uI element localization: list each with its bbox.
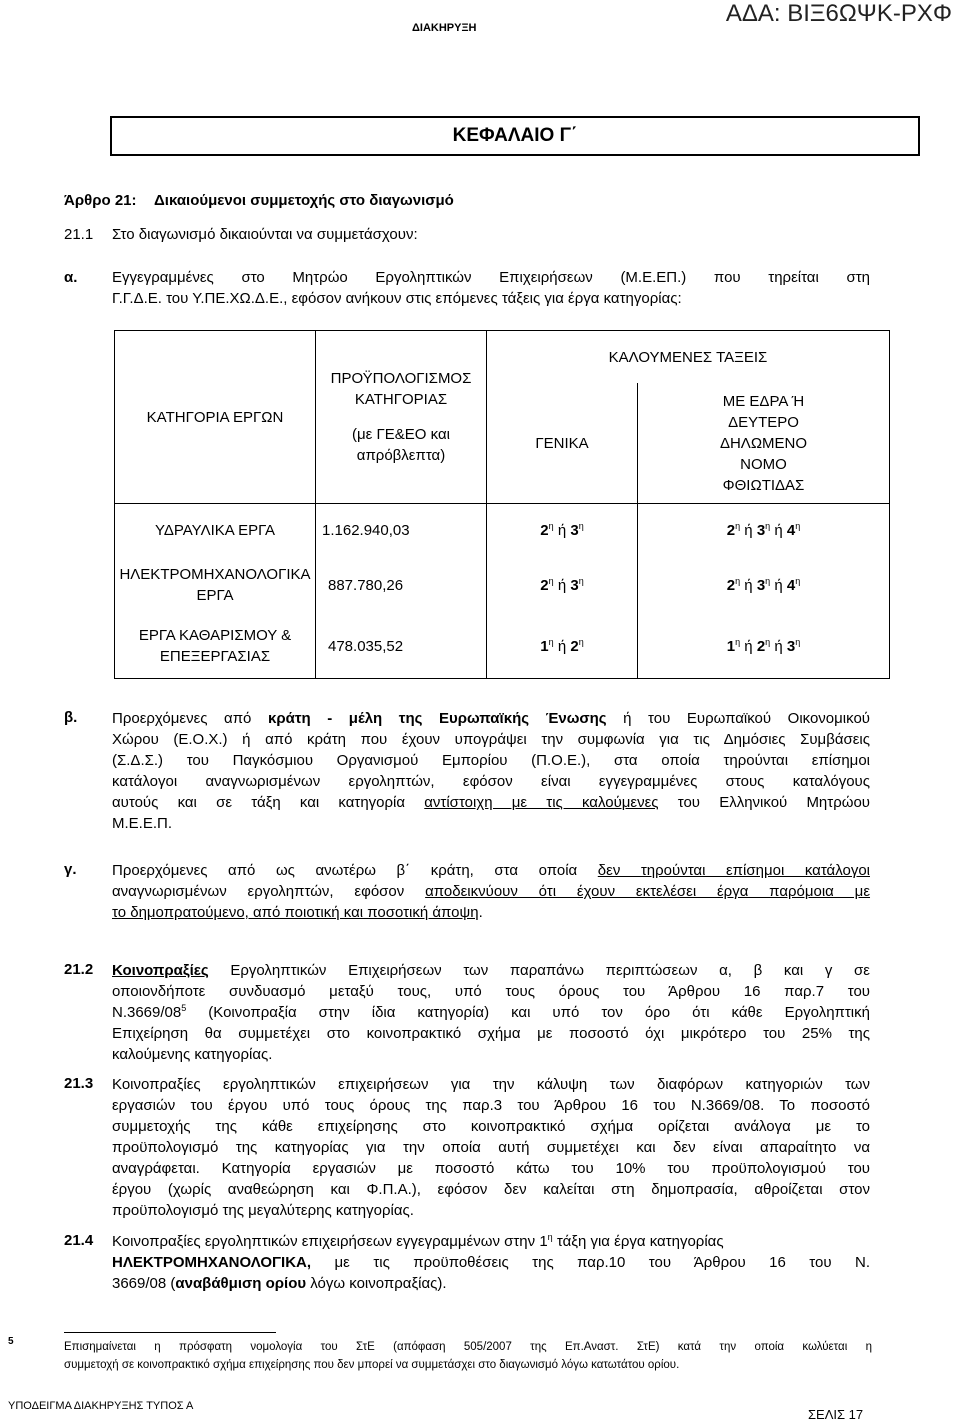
footnote-text: Επισημαίνεται η πρόσφατη νομολογία του ΣτΕ (απόφαση 505/2007 της Επ.Αναστ. ΣτΕ) κατά την οποία κωλύεται η συμμετοχή σε κοινοπρακτικό σχήμα επιχείρησης που δεν μπορεί να συμμετάσχει στο διαγωνισμό λόγω κατωτάτου ορίου. [64, 1341, 872, 1371]
item-beta-text: Προερχόμενες από κράτη - μέλη της Ευρωπαϊκής Ένωσης ή του Ευρωπαϊκού Οικονομικού Χώρου (Ε.Ο.Χ.) ή από κράτη που έχουν υπογράψει την συμφωνία για τις Δημόσιες Συμβάσεις (Σ.Δ.Σ.) του Παγκόσμιου Οργανισμού Εμπορίου (Π.Ο.Ε.), στα οποία τηρούνται επίσημοι κατάλογοι αναγνωρισμένων εργοληπτών, εφόσον είναι εγγεγραμμένες στους καταλόγους αυτούς και σε τάξη και κατηγορία αντίστοιχη με τις καλούμενες του Ελληνικού Μητρώου Μ.Ε.Ε.Π. [112, 710, 870, 832]
category-table [114, 330, 890, 679]
row-category: ΕΡΓΑ ΚΑΘΑΡΙΣΜΟΥ & ΕΠΕΞΕΡΓΑΣΙΑΣ [138, 627, 292, 665]
row-category: ΗΛΕΚΤΡΟΜΗΧΑΝΟΛΟΓΙΚΑ ΕΡΓΑ [119, 566, 311, 604]
chapter-title: ΚΕΦΑΛΑΙΟ Γ΄ [452, 125, 578, 146]
row-seat-classes: $2^\eta$ ή $3^\eta$ ή $4^\eta$ [638, 504, 890, 557]
chapter-heading [110, 116, 920, 156]
item-beta-label: β. [64, 709, 78, 726]
section-21-1-number: 21.1 [64, 226, 94, 243]
row-category: ΥΔΡΑΥΛΙΚΑ ΕΡΓΑ [154, 521, 276, 539]
table-row [115, 614, 890, 679]
section-21-1-text: Στο διαγωνισμό δικαιούνται να συμμετάσχουν: [112, 226, 418, 243]
header-budget: ΠΡΟΫΠΟΛΟΓΙΣΜΟΣ ΚΑΤΗΓΟΡΙΑΣ (με ΓΕ&ΕΟ και απρόβλεπτα) [316, 331, 487, 504]
row-seat-classes: $2^\eta$ ή $3^\eta$ ή $4^\eta$ [638, 556, 890, 614]
header-called-classes: ΚΑΛΟΥΜΕΝΕΣ ΤΑΞΕΙΣ [487, 331, 890, 384]
row-budget: 887.780,26 [316, 556, 487, 614]
item-alpha-label: α. [64, 269, 78, 286]
header-doc-type: ΔΙΑΚΗΡΥΞΗ [412, 22, 477, 34]
row-budget: 1.162.940,03 [316, 504, 487, 557]
section-21-2-text: Κοινοπραξίες Εργοληπτικών Επιχειρήσεων των παραπάνω περιπτώσεων α, β και γ σε οποιονδήποτε συνδυασμό μεταξύ τους, υπό τους όρους του Άρθρου 16 παρ.7 του $N.3669/08^5$ (Κοινοπραξία στην ίδια κατηγορία) και υπό τον όρο ότι κάθε Εργοληπτική Επιχείρηση θα συμμετέχει στο κοινοπρακτικό σχήμα με ποσοστό όχι μικρότερο του 25% της καλούμενης κατηγορίας. [112, 962, 870, 1063]
footnote-separator [64, 1332, 276, 1333]
row-budget: 478.035,52 [316, 614, 487, 679]
table-row [115, 504, 890, 557]
item-gamma-label: γ. [64, 861, 77, 878]
footer-page-number: ΣΕΛΙΣ 17 [808, 1407, 864, 1422]
item-gamma-text: Προερχόμενες από ως ανωτέρω β΄ κράτη, στα οποία δεν τηρούνται επίσημοι κατάλογοι αναγνωρισμένων εργοληπτών, εφόσον αποδεικνύουν ότι έχουν εκτελέσει έργα παρόμοια με το δημοπρατούμενο, από ποιοτική και ποσοτική άποψη. [112, 862, 871, 921]
item-alpha-line-2: Γ.Γ.Δ.Ε. του Υ.ΠΕ.ΧΩ.Δ.Ε., εφόσον ανήκουν στις επόμενες τάξεις για έργα κατηγορίας: [112, 290, 682, 307]
item-alpha-line-1: Εγγεγραμμένες στο Μητρώο Εργοληπτικών Επιχειρήσεων (Μ.Ε.ΕΠ.) που τηρείται στη [112, 269, 870, 286]
header-ada-code: ΑΔΑ: ΒΙΞ6ΩΨΚ-ΡΧΦ [725, 0, 952, 27]
article-title: Δικαιούμενοι συμμετοχής στο διαγωνισμό [154, 192, 454, 209]
row-general-classes: $2^\eta$ ή $3^\eta$ [487, 556, 638, 614]
section-21-4-number: 21.4 [64, 1232, 94, 1249]
row-general-classes: $1^\eta$ ή $2^\eta$ [487, 614, 638, 679]
footnote-number: 5 [8, 1336, 14, 1347]
section-21-2-number: 21.2 [64, 961, 94, 978]
row-general-classes: $2^\eta$ ή $3^\eta$ [487, 504, 638, 557]
article-label: Άρθρο 21: [64, 192, 137, 209]
table-row [115, 556, 890, 614]
header-general: ΓΕΝΙΚΑ [487, 383, 638, 504]
section-21-4-text: Κοινοπραξίες εργοληπτικών επιχειρήσεων εγγεγραμμένων στην $1^\eta$ τάξη για έργα κατηγορίας ΗΛΕΚΤΡΟΜΗΧΑΝΟΛΟΓΙΚΑ, με τις προϋποθέσεις της παρ.10 του Άρθρου 16 του Ν. 3669/08 (αναβάθμιση ορίου λόγω κοινοπραξίας). [112, 1232, 870, 1292]
row-seat-classes: $1^\eta$ ή $2^\eta$ ή $3^\eta$ [638, 614, 890, 679]
footer-template-label: ΥΠΟΔΕΙΓΜΑ ΔΙΑΚΗΡΥΞΗΣ ΤΥΠΟΣ Α [8, 1400, 194, 1412]
section-21-3-number: 21.3 [64, 1075, 94, 1092]
section-21-3-text: Κοινοπραξίες εργοληπτικών επιχειρήσεων για την κάλυψη των διαφόρων κατηγοριών των εργασιών του έργου υπό τους όρους της παρ.3 του Άρθρου 16 του Ν.3669/08. Το ποσοστό συμμετοχής της κάθε επιχείρησης στο κοινοπρακτικό σχήμα ορίζεται ανάλογα με το προϋπολογισμό της κατηγορίας για την οποία αυτή συμμετέχει και δεν είναι απαραίτητο να αναγράφεται. Κατηγορία εργασιών με ποσοστό κάτω του 10% του προϋπολογισμού του έργου (χωρίς αναθεώρηση και Φ.Π.Α.), εφόσον δεν καλείται στη δημοπρασία, αθροίζεται στον προϋπολογισμό της μεγαλύτερης κατηγορίας. [112, 1076, 870, 1219]
header-category: ΚΑΤΗΓΟΡΙΑ ΕΡΓΩΝ [115, 331, 316, 504]
header-seat: ΜΕ ΕΔΡΑ Ή ΔΕΥΤΕΡΟ ΔΗΛΩΜΕΝΟ ΝΟΜΟ ΦΘΙΩΤΙΔΑΣ [638, 383, 890, 504]
